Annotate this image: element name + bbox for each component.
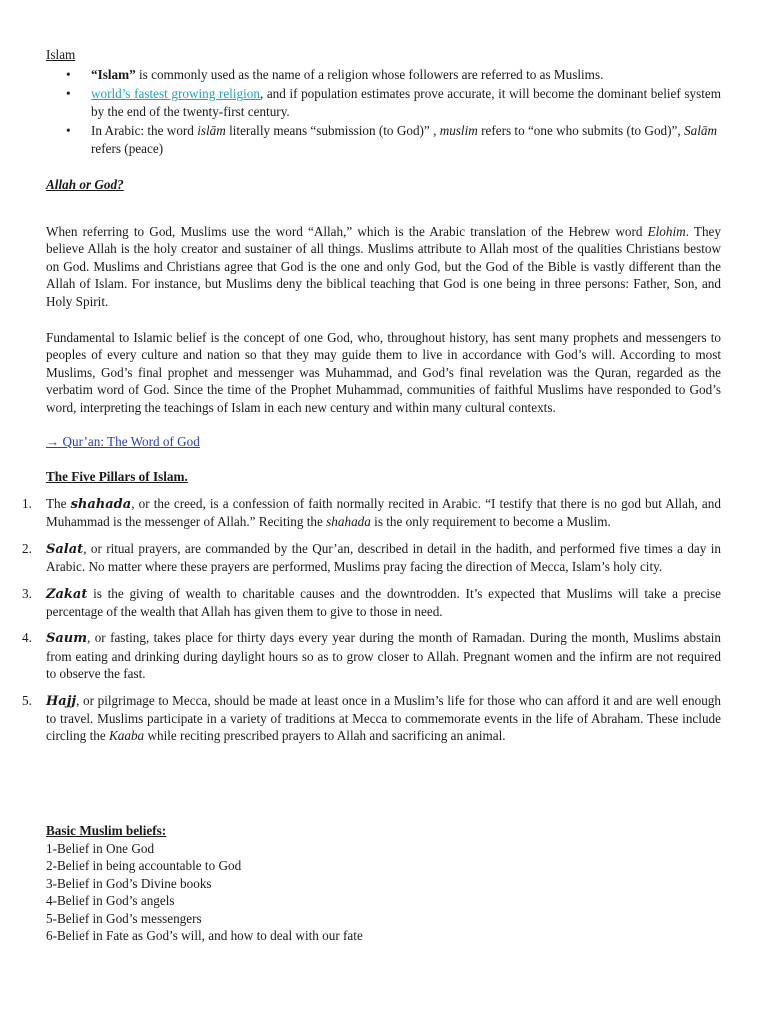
list-item (22, 585, 721, 621)
fastest-growing-religion-link[interactable]: world’s fastest growing religion (91, 86, 260, 102)
bullet-icon: • (66, 123, 71, 139)
pillar-text: , or pilgrimage to Mecca, should be made at least once in a Muslim’s life for those who can afford it and are well enough to travel. Muslims participate in a variety of traditions at Mecca to commemorate events in the life of Abraham. These include circling the (46, 692, 721, 744)
pillar-name: shahada (70, 497, 132, 512)
pillar-italic: shahada (326, 514, 371, 530)
list-item: 1-Belief in One God (46, 841, 155, 856)
list-item: 5-Belief in God’s messengers (46, 910, 202, 926)
pillar-text: , or fasting, takes place for thirty days every year during the month of Ramadan. During the month, Muslims abstain from eating and drinking during daylight hours so as to grow closer to Allah. Pregnant women and the infirm are not required to observe the fast. (46, 630, 721, 682)
list-item: 2-Belief in being accountable to God (46, 858, 242, 874)
pillar-text: is the giving of wealth to charitable causes and the downtrodden. It’s expected that Muslims will take a precise percentage of the wealth that Allah has given them to give to those in need. (46, 585, 721, 620)
islam-bullet-list (66, 66, 721, 159)
pillar-name: Salat (46, 541, 84, 557)
item-number: 5. (22, 692, 32, 708)
term-salam: Salām (684, 123, 717, 139)
term-muslim: muslim (439, 123, 478, 139)
pillar-name: Saum (46, 631, 88, 647)
bullet-text: refers to “one who submits (to God)”, (477, 123, 684, 139)
list-item (22, 495, 721, 531)
list-item (22, 540, 721, 576)
basic-beliefs-list (46, 840, 363, 944)
pillar-name: Zakat (46, 586, 88, 602)
allah-paragraph-1 (46, 223, 721, 310)
pillar-name: Hajj (46, 693, 77, 709)
list-item: 3-Belief in God’s Divine books (46, 875, 212, 891)
term-islam: islām (197, 123, 226, 139)
islam-term: “Islam” (91, 67, 136, 82)
paragraph-text: . They believe Allah is the holy creator and sustainer of all things. Muslims attribute to Allah most of the qualities Christians bestow on God. Muslims and Christians agree that God is the one and only God, but the God of the Bible is vastly different than the Allah of Islam. For instance, but Muslims deny the biblical teaching that God is one being in three persons: Father, Son, and Holy Spirit. (46, 224, 721, 309)
pillar-text: while reciting prescribed prayers to Allah and sacrificing an animal. (144, 728, 506, 744)
basic-beliefs-heading: Basic Muslim beliefs: (46, 823, 167, 838)
item-number: 1. (22, 496, 32, 511)
pillar-text: , or the creed, is a confession of faith normally recited in Arabic. “I testify that there is no god but Allah, and Muhammad is the messenger of Allah.” Reciting the (46, 496, 721, 530)
allah-or-god-heading: Allah or God? (46, 177, 124, 192)
bullet-text: , and if population estimates prove accurate, it will become the dominant belief system by the end of the twenty-first century. (91, 86, 721, 119)
quran-word-of-god-link[interactable]: → Qur’an: The Word of God (46, 434, 200, 449)
list-item (22, 692, 721, 745)
bullet-text: is commonly used as the name of a religion whose followers are referred to as Muslims. (135, 67, 604, 82)
item-number: 2. (22, 540, 32, 556)
bullet-text: literally means “submission (to God)” , (225, 123, 440, 139)
list-item: 6-Belief in Fate as God’s will, and how to deal with our fate (46, 928, 363, 944)
five-pillars-list (22, 495, 721, 754)
list-item (22, 629, 721, 682)
allah-paragraph-2: Fundamental to Islamic belief is the concept of one God, who, throughout history, has sent many prophets and messengers to peoples of every culture and nation so that they may guide them to live in accordance with God’s will. According to most Muslims, God’s final prophet and messenger was Muhammad, and God’s final revelation was the Quran, regarded as the verbatim word of God. Since the time of the Prophet Muhammad, communities of faithful Muslims have responded to God’s word, interpreting the teachings of Islam in each new century and within many cultural contexts. (46, 330, 721, 415)
list-item (66, 85, 721, 120)
bullet-icon: • (66, 67, 71, 82)
pillar-text: , or ritual prayers, are commanded by the Qur’an, described in detail in the hadith, and performed five times a day in Arabic. No matter where these prayers are performed, Muslims pray facing the direction of Mecca, Islam’s holy city. (46, 540, 721, 575)
paragraph-text: When referring to God, Muslims use the word “Allah,” which is the Arabic translation of the Hebrew word (46, 224, 648, 239)
bullet-icon: • (66, 86, 71, 102)
pillar-text: is the only requirement to become a Muslim. (370, 514, 611, 530)
five-pillars-heading: The Five Pillars of Islam. (46, 469, 188, 484)
bullet-text: In Arabic: the word (91, 123, 198, 139)
islam-heading: Islam (46, 47, 76, 62)
term-elohim: Elohim (647, 224, 686, 239)
list-item: 4-Belief in God’s angels (46, 893, 175, 909)
bullet-text: refers (peace) (91, 140, 164, 156)
pillar-pre: The (46, 496, 71, 511)
item-number: 3. (22, 585, 32, 601)
list-item (66, 122, 721, 157)
pillar-italic: Kaaba (108, 728, 145, 744)
item-number: 4. (22, 630, 32, 646)
list-item (66, 66, 721, 83)
